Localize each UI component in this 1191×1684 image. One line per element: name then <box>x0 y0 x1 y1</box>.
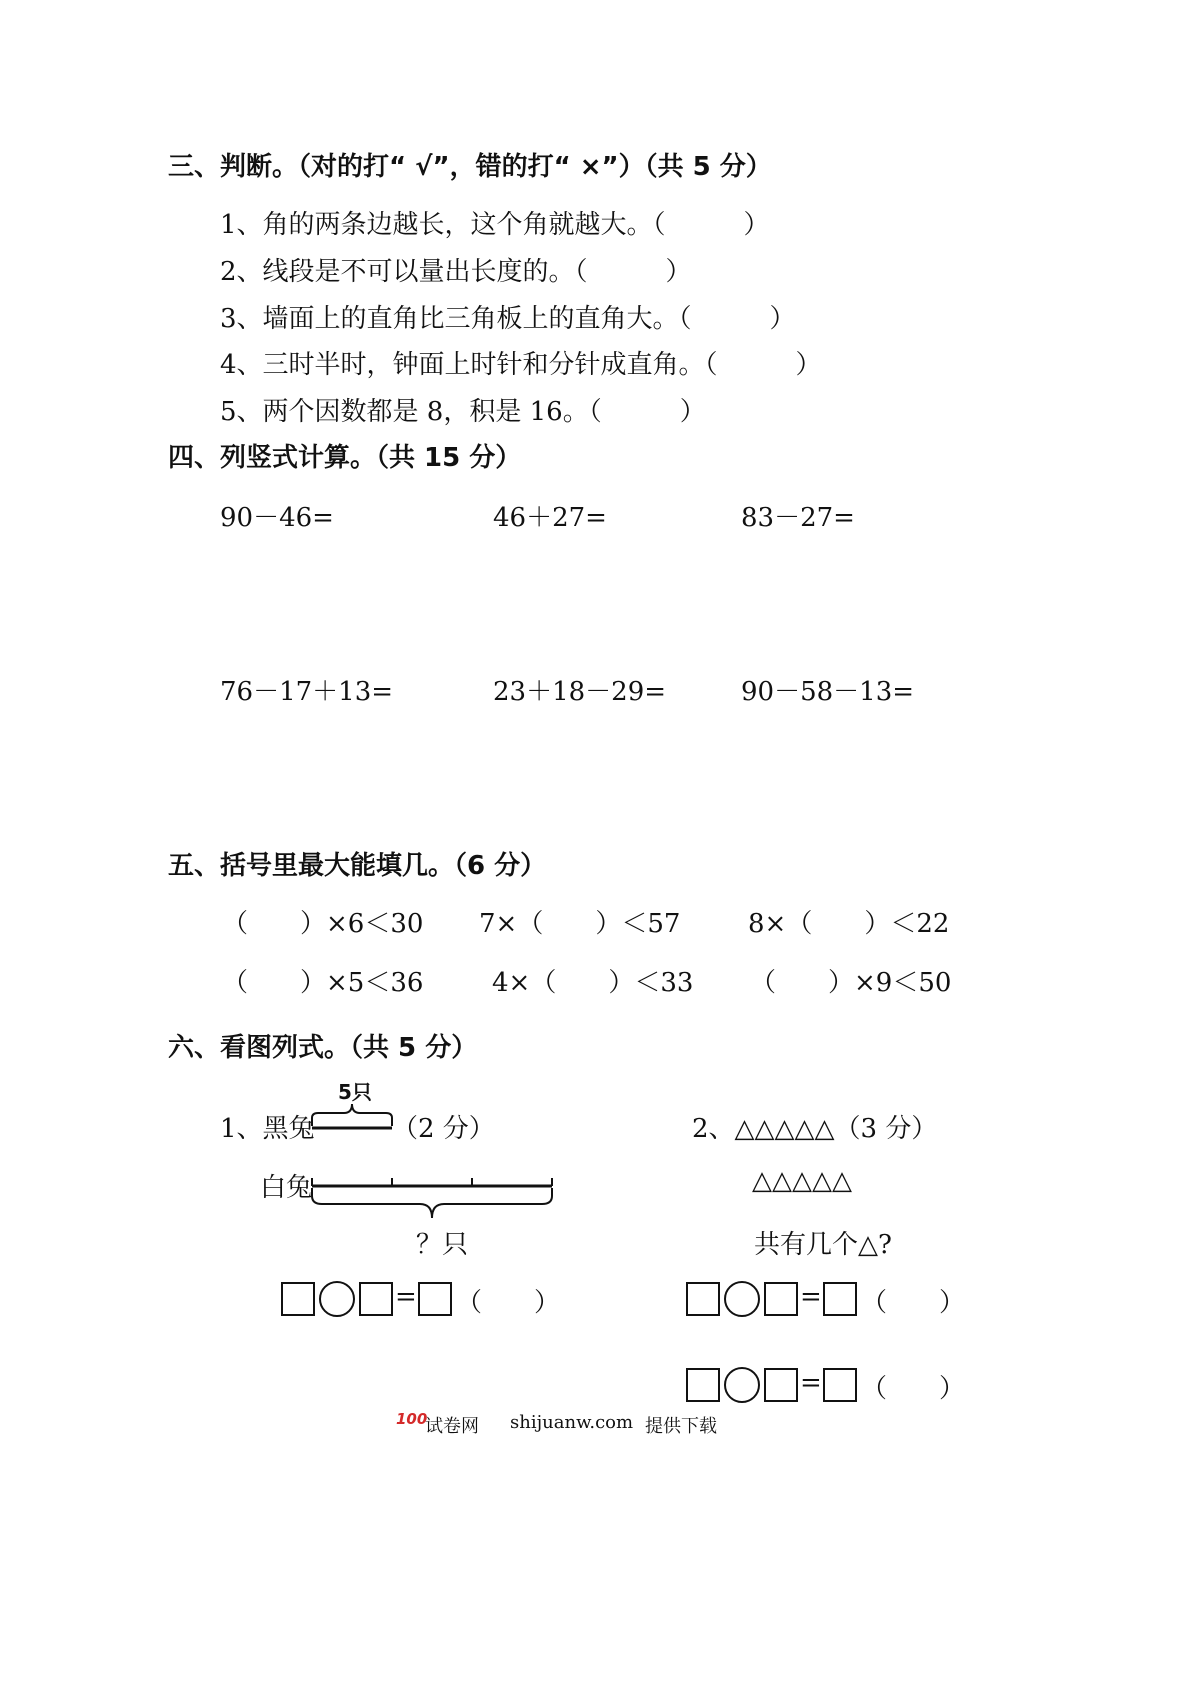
white-rabbit-bar <box>306 1176 558 1226</box>
operator-circle-box[interactable] <box>724 1281 760 1317</box>
fill-problem: （ ）×5＜36 <box>222 968 424 998</box>
fill-problem: 7×（ ）＜57 <box>479 909 681 939</box>
answer-square-box[interactable] <box>764 1282 798 1316</box>
site-name: 试卷网 <box>425 1416 479 1437</box>
calc-problem: 46＋27= <box>493 503 607 533</box>
answer-square-box[interactable] <box>823 1282 857 1316</box>
triangles-row-2: △△△△△ <box>752 1166 852 1196</box>
fill-problem: 8×（ ）＜22 <box>748 909 950 939</box>
calc-problem: 83－27= <box>741 503 855 533</box>
triangles-row-1: 2、△△△△△（3 分） <box>692 1114 938 1144</box>
section-5-title: 五、括号里最大能填几。（6 分） <box>168 851 547 881</box>
answer-square-box[interactable] <box>686 1282 720 1316</box>
answer-square-box[interactable] <box>418 1282 452 1316</box>
calc-problem: 23＋18－29= <box>493 677 667 707</box>
judge-item-1: 1、角的两条边越长，这个角就越大。（ ） <box>220 210 770 240</box>
triangles-question: 共有几个△? <box>754 1230 892 1260</box>
equals-sign: = <box>800 1368 822 1398</box>
judge-item-3: 3、墙面上的直角比三角板上的直角大。（ ） <box>220 304 796 334</box>
unit-paren[interactable]: （ ） <box>456 1288 561 1318</box>
fill-problem: （ ）×6＜30 <box>222 909 424 939</box>
equals-sign: = <box>800 1282 822 1312</box>
operator-circle-box[interactable] <box>319 1281 355 1317</box>
judge-item-2: 2、线段是不可以量出长度的。（ ） <box>220 257 692 287</box>
black-rabbit-bar <box>306 1098 398 1132</box>
fill-problem: （ ）×9＜50 <box>750 968 952 998</box>
unit-paren[interactable]: （ ） <box>861 1374 966 1404</box>
unit-paren[interactable]: （ ） <box>861 1288 966 1318</box>
answer-square-box[interactable] <box>686 1368 720 1402</box>
white-rabbit-label: 白兔 <box>260 1173 313 1203</box>
calc-problem: 90－58－13= <box>741 677 915 707</box>
site-url[interactable]: shijuanw.com <box>510 1412 634 1433</box>
answer-square-box[interactable] <box>359 1282 393 1316</box>
answer-square-box[interactable] <box>281 1282 315 1316</box>
total-question-label: ？只 <box>416 1230 469 1260</box>
site-logo: 100 <box>396 1410 428 1428</box>
q1-score: （2 分） <box>392 1114 495 1144</box>
fill-problem: 4×（ ）＜33 <box>492 968 694 998</box>
judge-item-5: 5、两个因数都是 8，积是 16。（ ） <box>220 397 706 427</box>
answer-square-box[interactable] <box>823 1368 857 1402</box>
footer-note: 提供下载 <box>645 1416 717 1437</box>
equals-sign: = <box>395 1282 417 1312</box>
calc-problem: 90－46= <box>220 503 334 533</box>
section-6-title: 六、看图列式。（共 5 分） <box>168 1033 478 1063</box>
operator-circle-box[interactable] <box>724 1367 760 1403</box>
section-4-title: 四、列竖式计算。（共 15 分） <box>168 443 522 473</box>
answer-square-box[interactable] <box>764 1368 798 1402</box>
judge-item-4: 4、三时半时，钟面上时针和分针成直角。（ ） <box>220 350 822 380</box>
black-rabbit-label: 1、黑兔 <box>220 1114 315 1144</box>
section-3-title: 三、判断。（对的打“ √”，错的打“ ×”）（共 5 分） <box>168 152 772 182</box>
brace-top-label: 5只 <box>338 1080 372 1104</box>
calc-problem: 76－17＋13= <box>220 677 394 707</box>
